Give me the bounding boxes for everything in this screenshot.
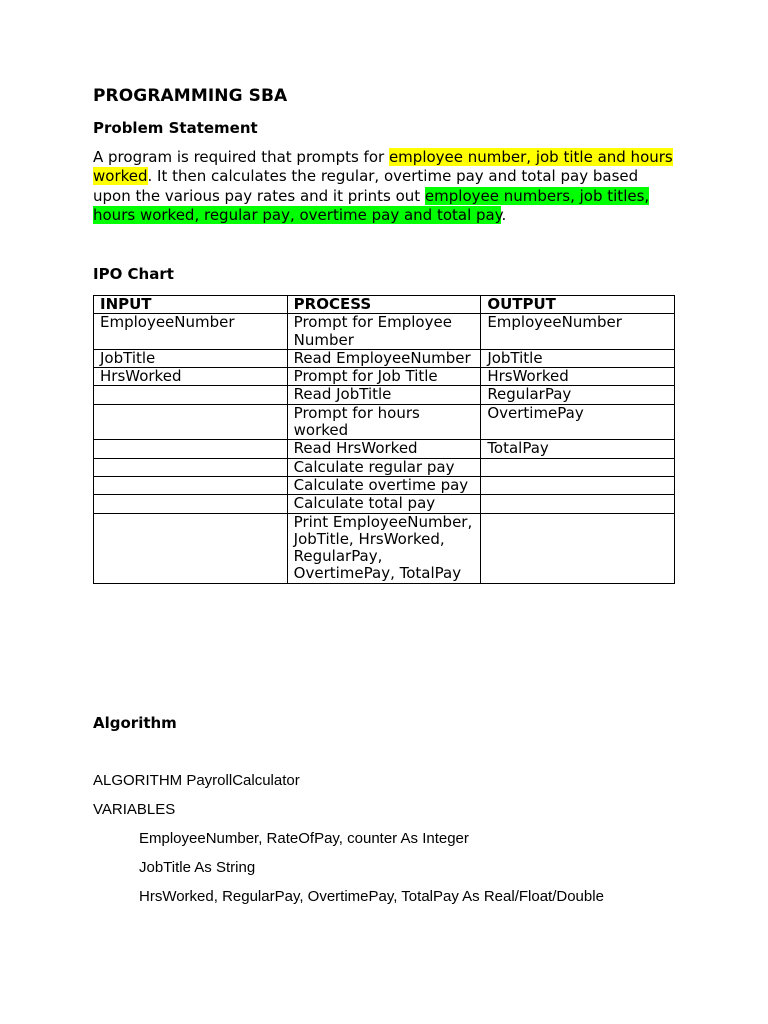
ipo-process-cell: Print EmployeeNumber, JobTitle, HrsWorked, RegularPay, OvertimePay, TotalPay: [287, 513, 481, 583]
ipo-output-cell: EmployeeNumber: [481, 314, 675, 350]
ipo-process-cell: Read HrsWorked: [287, 440, 481, 458]
ipo-output-cell: [481, 495, 675, 513]
ipo-header-input: INPUT: [94, 296, 288, 314]
ipo-input-cell: [94, 476, 288, 494]
ipo-output-cell: RegularPay: [481, 386, 675, 404]
algorithm-heading: Algorithm: [93, 714, 177, 732]
ipo-process-cell: Prompt for hours worked: [287, 404, 481, 440]
ipo-process-cell: Calculate total pay: [287, 495, 481, 513]
ipo-chart-heading: IPO Chart: [93, 265, 174, 283]
ipo-output-cell: TotalPay: [481, 440, 675, 458]
ipo-output-cell: OvertimePay: [481, 404, 675, 440]
ipo-input-cell: [94, 513, 288, 583]
ipo-process-cell: Calculate overtime pay: [287, 476, 481, 494]
table-row: [94, 386, 675, 404]
table-row: [94, 368, 675, 386]
ipo-chart-table: [93, 295, 675, 584]
table-row: [94, 314, 675, 350]
ipo-input-cell: EmployeeNumber: [94, 314, 288, 350]
ipo-header-output: OUTPUT: [481, 296, 675, 314]
ipo-input-cell: JobTitle: [94, 349, 288, 367]
ipo-input-cell: [94, 440, 288, 458]
ipo-header-process: PROCESS: [287, 296, 481, 314]
table-row: [94, 349, 675, 367]
table-row: [94, 476, 675, 494]
ipo-input-cell: [94, 495, 288, 513]
ipo-header-row: [94, 296, 675, 314]
ipo-output-cell: HrsWorked: [481, 368, 675, 386]
ipo-process-cell: Calculate regular pay: [287, 458, 481, 476]
ipo-input-cell: [94, 386, 288, 404]
problem-statement-heading: Problem Statement: [93, 119, 258, 137]
variable-declaration: JobTitle As String: [139, 859, 256, 876]
algorithm-name-line: ALGORITHM PayrollCalculator: [93, 772, 300, 789]
table-row: [94, 458, 675, 476]
ipo-process-cell: Read EmployeeNumber: [287, 349, 481, 367]
variable-declaration: HrsWorked, RegularPay, OvertimePay, TotalPay As Real/Float/Double: [139, 888, 604, 905]
table-row: [94, 513, 675, 583]
ipo-process-cell: Prompt for Job Title: [287, 368, 481, 386]
document-title: PROGRAMMING SBA: [93, 86, 288, 106]
table-row: [94, 495, 675, 513]
ipo-input-cell: [94, 458, 288, 476]
ipo-output-cell: [481, 476, 675, 494]
table-row: [94, 440, 675, 458]
ipo-process-cell: Read JobTitle: [287, 386, 481, 404]
ipo-process-cell: Prompt for Employee Number: [287, 314, 481, 350]
ipo-input-cell: HrsWorked: [94, 368, 288, 386]
variables-label: VARIABLES: [93, 801, 176, 818]
problem-statement-paragraph: [93, 148, 678, 225]
ipo-output-cell: [481, 458, 675, 476]
highlight-outputs: employee numbers, job titles, hours worked, regular pay, overtime pay and total pay: [93, 186, 650, 224]
problem-text-part1: A program is required that prompts for: [93, 148, 389, 166]
table-row: [94, 404, 675, 440]
ipo-output-cell: [481, 513, 675, 583]
problem-text-part2: . It then calculates the regular, overtime pay and total pay based upon the various pay rates and it prints out: [93, 167, 639, 205]
ipo-output-cell: JobTitle: [481, 349, 675, 367]
highlight-inputs: employee number, job title and hours worked: [93, 148, 673, 186]
problem-text-part3: .: [501, 205, 507, 224]
variable-declaration: EmployeeNumber, RateOfPay, counter As Integer: [139, 830, 469, 847]
ipo-input-cell: [94, 404, 288, 440]
